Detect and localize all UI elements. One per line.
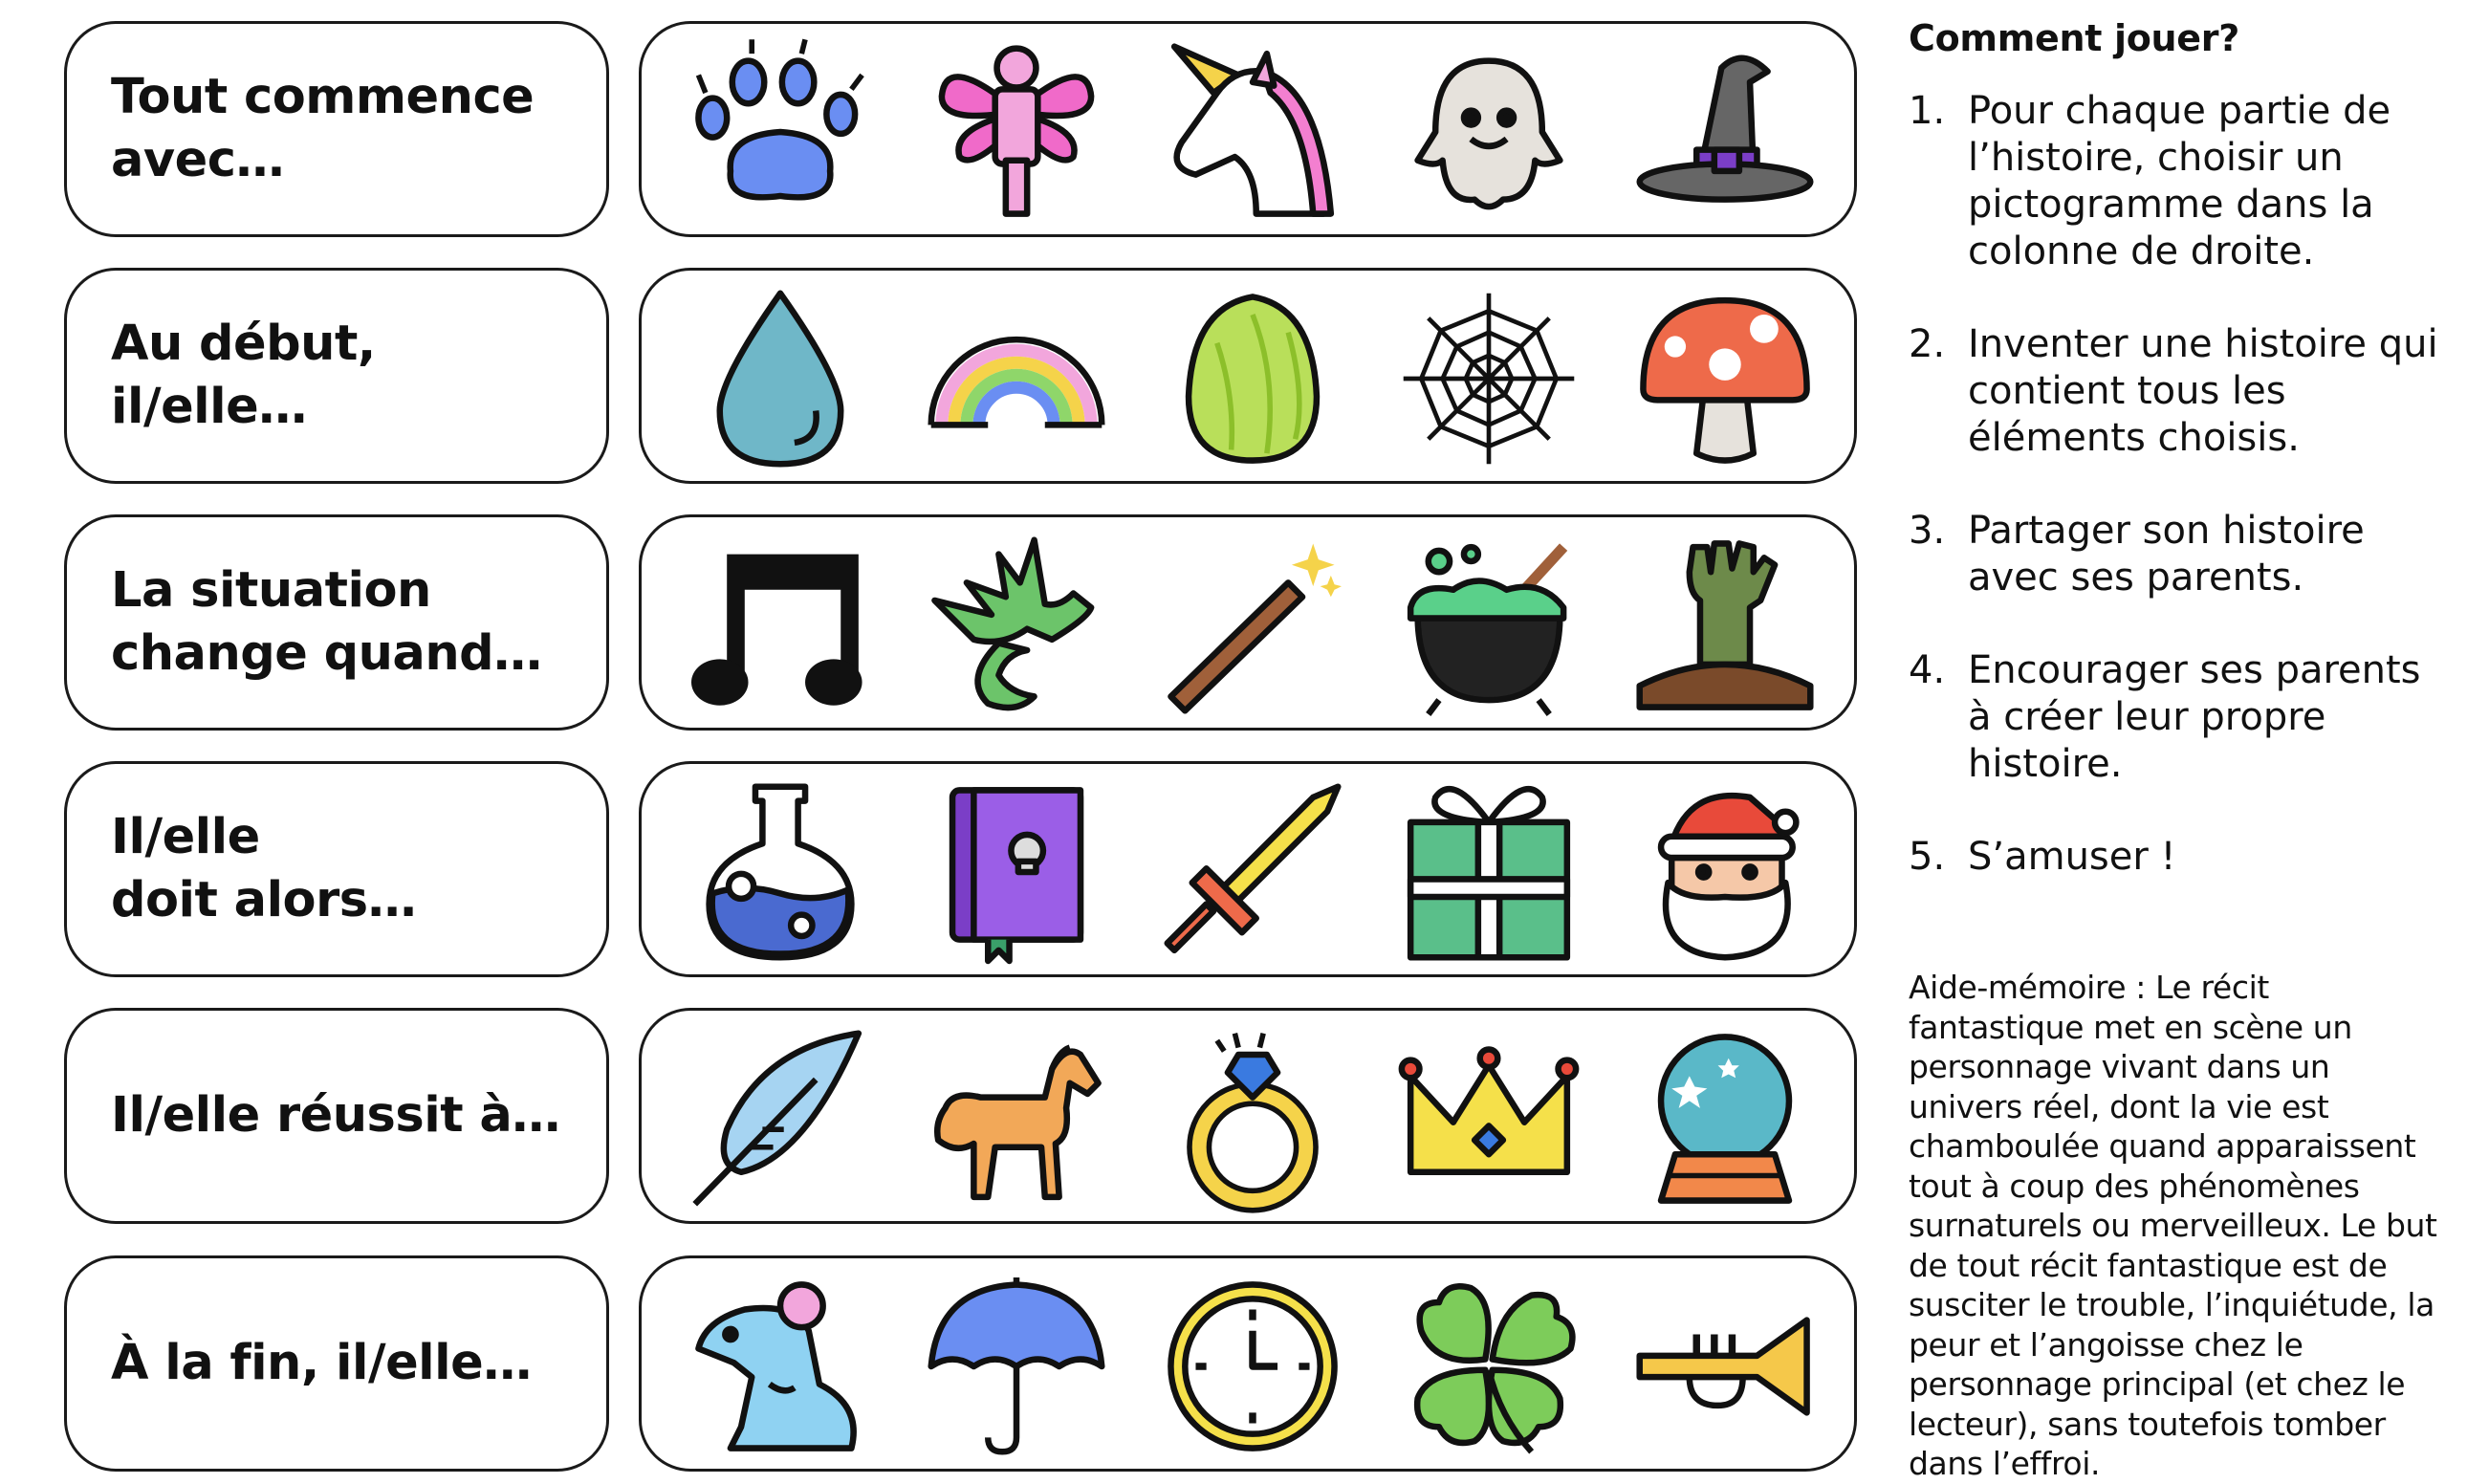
icon-row bbox=[639, 1008, 1857, 1224]
row-label: À la fin, il/elle… bbox=[111, 1335, 532, 1391]
step-item bbox=[1909, 88, 2444, 275]
dragon-icon[interactable] bbox=[921, 536, 1112, 714]
instructions-panel bbox=[1909, 17, 2444, 927]
row-label: Il/elle doit alors… bbox=[111, 809, 417, 928]
step-number: 2. bbox=[1909, 322, 1946, 366]
ghost-icon[interactable] bbox=[1393, 43, 1584, 221]
row-label-box bbox=[64, 268, 609, 484]
unicorn-icon[interactable] bbox=[1157, 43, 1348, 221]
zombie-hand-icon[interactable] bbox=[1629, 536, 1821, 714]
feather-icon[interactable] bbox=[685, 1030, 876, 1208]
umbrella-icon[interactable] bbox=[921, 1277, 1112, 1455]
step-item bbox=[1909, 647, 2444, 788]
clock-icon[interactable] bbox=[1157, 1277, 1348, 1455]
step-item bbox=[1909, 508, 2444, 601]
instructions-title: Comment jouer? bbox=[1909, 17, 2239, 59]
step-text: Encourager ses parents à créer leur propre histoire. bbox=[1968, 648, 2421, 786]
row-label-box bbox=[64, 21, 609, 237]
icon-row bbox=[639, 514, 1857, 731]
spell-book-icon[interactable] bbox=[921, 783, 1112, 961]
row-label: Au début, il/elle… bbox=[111, 316, 376, 435]
step-number: 4. bbox=[1909, 648, 1946, 692]
row-label-box bbox=[64, 1255, 609, 1472]
memo-text: Aide-mémoire : Le récit fantastique met en scène un personnage vivant dans un univers réel, dont la vie est chamboulée quand apparaissent tout à coup des phénomènes surnaturels ou merveilleux. Le but de tout récit fantastique est de susciter le trouble, l’inquiétude, la peur et l’angoisse chez le personnage principal (et chez le lecteur), sans toutefois tomber dans l’effroi. bbox=[1909, 969, 2437, 1482]
icon-row bbox=[639, 1255, 1857, 1472]
row-label: La situation change quand… bbox=[111, 562, 542, 682]
row-label: Tout commence avec… bbox=[111, 69, 535, 188]
santa-icon[interactable] bbox=[1629, 783, 1821, 961]
step-item bbox=[1909, 834, 2444, 881]
paw-icon[interactable] bbox=[685, 43, 876, 221]
row-label-box bbox=[64, 761, 609, 977]
step-text: Pour chaque partie de l’histoire, choisir un pictogramme dans la colonne de droite. bbox=[1968, 89, 2391, 273]
cauldron-icon[interactable] bbox=[1393, 536, 1584, 714]
icon-row bbox=[639, 268, 1857, 484]
egg-icon[interactable] bbox=[1157, 290, 1348, 468]
mushroom-icon[interactable] bbox=[1629, 290, 1821, 468]
water-drop-icon[interactable] bbox=[685, 290, 876, 468]
crystal-ball-icon[interactable] bbox=[1629, 1030, 1821, 1208]
horse-icon[interactable] bbox=[921, 1030, 1112, 1208]
icon-row bbox=[639, 761, 1857, 977]
magic-wand-icon[interactable] bbox=[1157, 536, 1348, 714]
spider-web-icon[interactable] bbox=[1393, 290, 1584, 468]
ring-icon[interactable] bbox=[1157, 1030, 1348, 1208]
sword-icon[interactable] bbox=[1157, 783, 1348, 961]
rainbow-icon[interactable] bbox=[921, 290, 1112, 468]
steps-list bbox=[1909, 88, 2444, 881]
clover-icon[interactable] bbox=[1393, 1277, 1584, 1455]
step-number: 3. bbox=[1909, 509, 1946, 553]
icon-row bbox=[639, 21, 1857, 237]
row-label-box bbox=[64, 514, 609, 731]
music-note-icon[interactable] bbox=[685, 536, 876, 714]
fairy-icon[interactable] bbox=[921, 43, 1112, 221]
gift-icon[interactable] bbox=[1393, 783, 1584, 961]
mouse-icon[interactable] bbox=[685, 1277, 876, 1455]
row-label: Il/elle réussit à… bbox=[111, 1087, 560, 1144]
step-number: 1. bbox=[1909, 89, 1946, 133]
witch-hat-icon[interactable] bbox=[1629, 43, 1821, 221]
step-text: Partager son histoire avec ses parents. bbox=[1968, 509, 2365, 600]
trumpet-icon[interactable] bbox=[1629, 1277, 1821, 1455]
potion-icon[interactable] bbox=[685, 783, 876, 961]
step-number: 5. bbox=[1909, 835, 1946, 879]
step-item bbox=[1909, 321, 2444, 462]
step-text: Inventer une histoire qui contient tous les éléments choisis. bbox=[1968, 322, 2438, 460]
crown-icon[interactable] bbox=[1393, 1030, 1584, 1208]
row-label-box bbox=[64, 1008, 609, 1224]
step-text: S’amuser ! bbox=[1968, 835, 2176, 879]
